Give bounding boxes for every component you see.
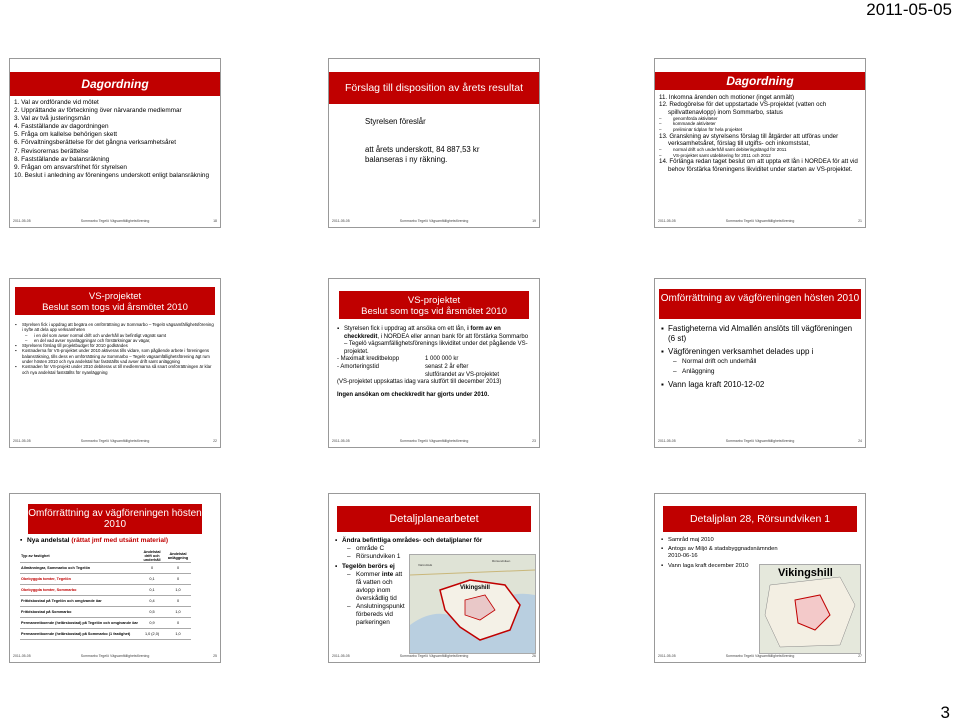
bullet-item: ▪ Vann laga kraft 2010-12-02 <box>661 380 859 390</box>
row-value: 0,1 <box>139 574 165 585</box>
slide-7 <box>9 493 221 663</box>
agenda-subitem: – kommande aktiviteter <box>659 121 861 127</box>
slide-4-title: VS-projektet <box>88 291 142 302</box>
footer-org: Sommarbo Tegelö Vägsamfällighetsförening <box>725 439 795 443</box>
footer-slide-number: 24 <box>858 439 862 443</box>
table-row <box>20 563 191 574</box>
row-value: 0,4 <box>139 596 165 607</box>
map-label: Rörsundviken <box>492 559 511 563</box>
slide-6-content <box>661 324 859 390</box>
agenda-item: 1. Val av ordförande vid mötet <box>14 99 99 106</box>
sub-item: – en del vad avser nyanläggningar och förstärkningar av vägar, <box>25 338 215 343</box>
loan-value: senast 2 år efter slutförandet av VS-projektet <box>425 363 500 378</box>
slide-footer <box>332 439 536 445</box>
sub-item <box>347 571 406 603</box>
row-value: 0 <box>165 574 191 585</box>
slide-5-title-box <box>339 291 529 319</box>
footer-slide-number: 27 <box>858 654 862 658</box>
bullet-item: ▪ Vann laga kraft december 2010 <box>661 563 779 570</box>
slide-2-heading: Styrelsen föreslår <box>365 117 426 126</box>
footer-slide-number: 19 <box>532 219 536 223</box>
footer-date: 2011-05-05 <box>658 439 676 443</box>
loan-row <box>337 356 531 364</box>
slide-4-title-box <box>15 287 215 315</box>
slide-8 <box>328 493 540 663</box>
row-label: Permanentboende (helårsbostad) på Sommarbo (1 fastighet) <box>20 629 139 640</box>
row-value: 1,0 (2,0) <box>139 629 165 640</box>
slide-1 <box>9 58 221 228</box>
sub-item: – Anläggning <box>673 367 859 377</box>
bullet-item: ▪ Vägföreningen verksamhet delades upp i <box>661 347 859 357</box>
bullet-item: ▪ Ändra befintliga områdes- och detaljplaner för <box>335 537 535 545</box>
footer-date: 2011-05-05 <box>658 654 676 658</box>
row-value: 0 <box>139 563 165 574</box>
footer-date: 2011-05-05 <box>332 219 350 223</box>
agenda-list <box>659 94 861 173</box>
agenda-item: 11. Inkomna ärenden och motioner (inget anmält) <box>659 94 795 101</box>
row-label: Obebyggda tomter, Tegelön <box>20 574 139 585</box>
slide-3 <box>654 58 866 228</box>
agenda-item: 14. Förlänga redan taget beslut om att uppta ett lån i NORDEA för att vid behov förstärka föreningens likviditet under starten av VS-projektet. <box>659 158 858 173</box>
table-row <box>20 629 191 640</box>
slide-footer <box>13 439 217 445</box>
row-label: Fritidsbostad på Tegelön och omgivande öar <box>20 596 139 607</box>
loan-label: - Amorteringstid <box>337 363 380 370</box>
text-bold: i form av en checkkredit <box>344 326 501 340</box>
agenda-item: 6. Förvaltningsberättelse för det gångna verksamhetsåret <box>14 139 176 147</box>
slide-7-title-box <box>28 504 202 534</box>
table-row <box>20 585 191 596</box>
agenda-item: 3. Val av två justeringsmän <box>14 115 91 123</box>
footer-date: 2011-05-05 <box>332 654 350 658</box>
footer-slide-number: 25 <box>213 654 217 658</box>
footer-org: Sommarbo Tegelö Vägsamfällighetsförening <box>80 654 150 658</box>
footer-org: Sommarbo Tegelö Vägsamfällighetsförening <box>725 219 795 223</box>
bullet-item: ▪ Styrelsens förslag till projektbudget för 2010 godkändes <box>15 343 215 348</box>
footer-org: Sommarbo Tegelö Vägsamfällighetsförening <box>399 439 469 443</box>
bullet-item: ▪ Kostnaden för VS-projekt under 2010 debiteras ut till medlemmarna så snart omförrättningen är klar och nya andelstal fastställts för nyanläggning <box>15 364 215 375</box>
slide-8-title: Detaljplanearbetet <box>389 513 479 525</box>
bullet-item: ▪ Kostnaderna för VS-projektet under 2010 aktiveras tills vidare, som pågående arbete i föreningens balansräkning, tills dess en omförrättning av Sommarbo – Tegelö vägsamfällighetsförening ägt rum under hösten 2010 och nya andelstal har fastställts vad avser drift samt anläggning <box>15 348 215 364</box>
map-graphic <box>410 555 535 653</box>
map-label: Vikingshill <box>778 567 833 579</box>
loan-row <box>337 364 531 379</box>
text: Styrelsen fick i uppdrag att ansöka om ett lån, <box>344 326 468 332</box>
footer-slide-number: 22 <box>213 439 217 443</box>
text: , i NORDEA eller annan bank för att förstärka Sommarbo – Tegelö vägsamfällighetsförenings likviditet under det pågående VS-projektet. <box>344 333 529 355</box>
slide-9 <box>654 493 866 663</box>
agenda-item: 10. Beslut i anledning av föreningens underskott enligt balansräkning <box>14 171 210 179</box>
agenda-item: 13. Granskning av styrelsens förslag till åtgärder att utföras under verksamhetsåret, förslag till utgifts- och inkomststat, <box>659 132 839 147</box>
agenda-subitem: – preliminär tidplan för hela projektet <box>659 127 861 133</box>
footer-slide-number: 21 <box>858 219 862 223</box>
bullet-item: ▪ Fastigheterna vid Almallén anslöts till vägföreningen (6 st) <box>661 324 859 344</box>
footer-org: Sommarbo Tegelö Vägsamfällighetsförening <box>725 654 795 658</box>
text-bold: inte <box>381 571 394 578</box>
slide-7-title: Omförrättning av vägföreningen hösten 2010 <box>28 508 202 530</box>
note-bold: Ingen ansökan om checkkredit har gjorts under 2010. <box>337 391 490 398</box>
agenda-item: 9. Frågan om ansvarsfrihet för styrelsen <box>14 163 127 171</box>
table-row <box>20 596 191 607</box>
bullet-item: ▪ Tegelön berörs ej <box>335 563 535 571</box>
row-value: 1,0 <box>165 607 191 618</box>
slide-1-title: Dagordning <box>81 77 149 91</box>
agenda-item: 8. Fastställande av balansräkning <box>14 155 110 163</box>
table-row <box>20 574 191 585</box>
slide-4-content <box>15 322 215 375</box>
bullet-item: ▪ Antogs av Miljö & stadsbyggnadsnämnden 2010-06-16 <box>661 546 779 560</box>
detaljplan-map <box>409 554 536 654</box>
slide-2 <box>328 58 540 228</box>
sub-item: – i en del som avser normal drift och underhåll av befintligt vägnät samt <box>25 333 215 338</box>
table-header: Typ av fastighet <box>20 549 139 563</box>
slide-5-content <box>337 326 531 399</box>
footer-org: Sommarbo Tegelö Vägsamfällighetsförening <box>80 439 150 443</box>
slide-9-title-box <box>663 506 857 532</box>
text: Kommer <box>356 571 382 578</box>
note-text: (VS-projektet uppskattas idag vara slutfört till december 2013) <box>337 379 502 386</box>
sub-item: – Anslutningspunkt förbereds vid parkeringen <box>347 603 406 627</box>
slide-3-title-bar <box>655 72 865 90</box>
sub-item: – Normal drift och underhåll <box>673 357 859 367</box>
footer-org: Sommarbo Tegelö Vägsamfällighetsförening <box>399 219 469 223</box>
row-value: 0,9 <box>139 618 165 629</box>
row-label: Fritidsbostad på Sommarbo <box>20 607 139 618</box>
agenda-list <box>14 99 216 179</box>
loan-value: 1 000 000 kr <box>425 356 459 363</box>
footer-org: Sommarbo Tegelö Vägsamfällighetsförening <box>399 654 469 658</box>
heading-note: (rättat jmf med utsänt material) <box>71 537 169 544</box>
agenda-item: 5. Fråga om kallelse behörigen skett <box>14 131 118 139</box>
row-value: 1,0 <box>165 585 191 596</box>
table-header: Andelstal anläggning <box>165 549 191 563</box>
agenda-item: 2. Upprättande av förteckning över närvarande medlemmar <box>14 107 182 115</box>
footer-date: 2011-05-05 <box>13 439 31 443</box>
agenda-subitem: – normal drift och underhåll samt debiteringslängd för 2011 <box>659 147 861 153</box>
andelstal-table <box>20 549 191 640</box>
map-label: Värmdövik <box>418 563 433 567</box>
slide-4-subtitle: Beslut som togs vid årsmötet 2010 <box>42 302 188 313</box>
slide-footer <box>13 654 217 660</box>
row-label: Obebyggda tomter, Sommarbo <box>20 585 139 596</box>
agenda-item: 12. Redogörelse för det uppstartade VS-projektet (vatten och spillvattenavlopp) inom Sommarbo, status <box>659 101 827 116</box>
agenda-subitem: – genomförda aktiviteter <box>659 116 861 122</box>
slide-footer <box>658 439 862 445</box>
slide-5-title: VS-projektet <box>407 295 461 306</box>
sub-item: – område C <box>347 545 535 553</box>
slide-6-title-box <box>659 289 861 319</box>
table-row <box>20 618 191 629</box>
table-header-row <box>20 549 191 563</box>
map-label: Vikingshill <box>460 585 490 591</box>
slide-8-title-box <box>337 506 531 532</box>
slide-footer <box>658 219 862 225</box>
row-value: 0,5 <box>139 607 165 618</box>
row-value: 0,1 <box>139 585 165 596</box>
heading-bold: Nya andelstal <box>27 537 72 544</box>
footer-date: 2011-05-05 <box>13 654 31 658</box>
row-value: 0 <box>165 563 191 574</box>
agenda-subitem: – VS-projektet samt utdebitering för 2011 och 2012 <box>659 153 861 159</box>
slide-2-title: Förslag till disposition av årets resultat <box>345 82 523 94</box>
bullet-item: ▪ Styrelsen fick i uppdrag att begära en omförrättning av Sommarbo – Tegelö vägsamfällighetsförening i syfte att dela upp verksamheten <box>15 322 215 333</box>
slide-3-title: Dagordning <box>726 74 794 88</box>
footer-date: 2011-05-05 <box>658 219 676 223</box>
agenda-item: 4. Fastställande av dagordningen <box>14 123 109 131</box>
sub-item: – Rörsundviken 1 <box>347 553 535 561</box>
table-row <box>20 607 191 618</box>
footer-date: 2011-05-05 <box>332 439 350 443</box>
detaljplan-map <box>759 564 861 654</box>
slide-5 <box>328 278 540 448</box>
page-date: 2011-05-05 <box>866 0 952 19</box>
table-header: Andelstal drift och underhåll <box>139 549 165 563</box>
row-label: Permanentboende (helårsbostad) på Tegelön och omgivande öar <box>20 618 139 629</box>
agenda-item: 7. Revisorernas berättelse <box>14 147 89 155</box>
page-number: 3 <box>940 703 950 722</box>
slide-4 <box>9 278 221 448</box>
slide-footer <box>332 654 536 660</box>
slide-1-title-bar <box>10 72 220 96</box>
row-label: Allmänningar, Sommarbo och Tegelön <box>20 563 139 574</box>
bullet-item <box>337 326 531 356</box>
slide-2-title-bar <box>329 72 539 104</box>
loan-label: - Maximalt kreditbelopp <box>337 356 400 363</box>
slide-9-title: Detaljplan 28, Rörsundviken 1 <box>689 513 831 525</box>
slide-footer <box>658 654 862 660</box>
text: att få vatten och avlopp inom överskådlig tid <box>356 571 403 602</box>
slide-2-body: att årets underskott, 84 887,53 kr balanseras i ny räkning. <box>365 145 480 164</box>
slide-footer <box>332 219 536 225</box>
footer-slide-number: 23 <box>532 439 536 443</box>
footer-date: 2011-05-05 <box>13 219 31 223</box>
row-value: 1,0 <box>165 629 191 640</box>
row-value: 0 <box>165 596 191 607</box>
slide-5-subtitle: Beslut som togs vid årsmötet 2010 <box>361 306 507 317</box>
bullet-item: ▪ Samråd maj 2010 <box>661 537 779 544</box>
slide-6-title: Omförrättning av vägföreningen hösten 2010 <box>660 293 860 304</box>
footer-org: Sommarbo Tegelö Vägsamfällighetsförening <box>80 219 150 223</box>
footer-slide-number: 26 <box>532 654 536 658</box>
footer-slide-number: 18 <box>213 219 217 223</box>
slide-7-heading <box>20 537 221 544</box>
slide-footer <box>13 219 217 225</box>
slide-6 <box>654 278 866 448</box>
row-value: 0 <box>165 618 191 629</box>
